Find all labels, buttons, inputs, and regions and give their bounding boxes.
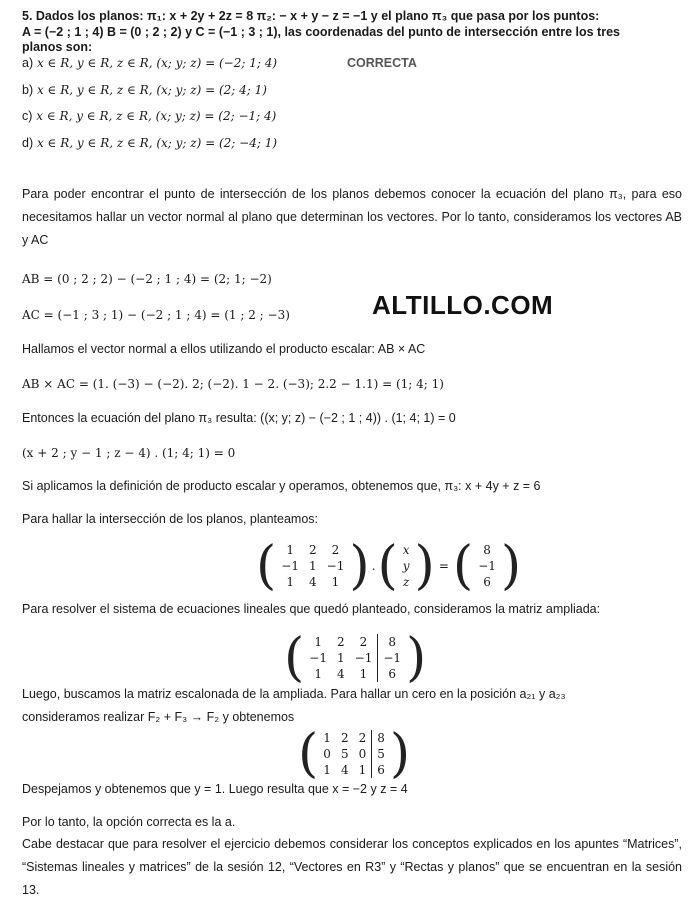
correct-badge: CORRECTA: [347, 56, 417, 70]
solution-paragraph-8: consideramos realizar F₂ + F₃ → F₂ y obtenemos: [22, 710, 295, 724]
solution-paragraph-11: Cabe destacar que para resolver el ejercicio debemos considerar los conceptos explicados en los apuntes “Matrices”, “Sistemas lineales y matrices” de la sesión 12, “Vectores en R3” y “Rectas y planos” que se encuentran en la sesión 13.: [22, 837, 682, 897]
solution-paragraph-4: Si aplicamos la definición de producto escalar y operamos, obtenemos que, π₃: x + 4y + z = 6: [22, 479, 541, 493]
equation-cross-product: AB × AC = (1. (−3) − (−2). 2; (−2). 1 − 2. (−3); 2.2 − 1.1) = (1; 4; 1): [22, 377, 444, 391]
solution-paragraph-9: Despejamos y obtenemos que y = 1. Luego resulta que x = −2 y z = 4: [22, 782, 408, 796]
coefficient-matrix: 1 2 2 −1 1 −1 1 4 1: [281, 543, 345, 589]
solution-paragraph-1: Para poder encontrar el punto de intersección de los planos debemos conocer la ecuación del plano π₃, para eso necesitamos hallar un vector normal al plano que determinan los vectores. Por lo tanto, consideramos los vectores AB y AC: [22, 187, 682, 247]
solution-paragraph-2: Hallamos el vector normal a ellos utilizando el producto escalar: AB × AC: [22, 342, 426, 356]
option-b-text: x ∈ R, y ∈ R, z ∈ R, (x; y; z) = (2; 4; 1): [36, 83, 267, 97]
solution-paragraph-5: Para hallar la intersección de los planos, planteamos:: [22, 512, 319, 526]
option-b-label: b): [22, 83, 34, 97]
solution-paragraph-6: Para resolver el sistema de ecuaciones lineales que quedó planteado, consideramos la matriz ampliada:: [22, 602, 601, 616]
option-a-text: x ∈ R, y ∈ R, z ∈ R, (x; y; z) = (−2; 1; 4): [36, 56, 278, 70]
option-d-text: x ∈ R, y ∈ R, z ∈ R, (x; y; z) = (2; −4; 1): [36, 136, 278, 150]
option-a: [22, 56, 277, 70]
option-a-label: a): [22, 56, 34, 70]
equation-ac: AC = (−1 ; 3 ; 1) − (−2 ; 1 ; 4) = (1 ; 2 ; −3): [22, 308, 290, 322]
solution-paragraph-3: Entonces la ecuación del plano π₃ resulta: ((x; y; z) − (−2 ; 1 ; 4)) . (1; 4; 1) = 0: [22, 411, 456, 425]
question-line-3: planos son:: [22, 40, 93, 54]
variable-vector: x y z: [402, 543, 410, 589]
option-c: [22, 109, 276, 123]
watermark-logo: ALTILLO.COM: [372, 290, 554, 320]
question-line-2: A = (−2 ; 1 ; 4) B = (0 ; 2 ; 2) y C = (−1 ; 3 ; 1), las coordenadas del punto de intersección entre los tres: [22, 25, 620, 39]
matrix-echelon: ( 1 2 2 8 0 5 0 5 1 4 1 6 ): [298, 724, 411, 784]
equation-ab: AB = (0 ; 2 ; 2) − (−2 ; 1 ; 4) = (2; 1; −2): [22, 272, 272, 286]
question-line-1: 5. Dados los planos: π₁: x + 2y + 2z = 8 π₂: − x + y − z = −1 y el plano π₃ que pasa por los puntos:: [22, 9, 600, 23]
option-c-text: x ∈ R, y ∈ R, z ∈ R, (x; y; z) = (2; −1; 4): [36, 109, 277, 123]
option-d-label: d): [22, 136, 34, 150]
equation-plane: (x + 2 ; y − 1 ; z − 4) . (1; 4; 1) = 0: [22, 446, 236, 460]
matrix-augmented: ( 1 2 2 8 −1 1 −1 −1 1 4 1 6 ): [284, 628, 427, 688]
option-c-label: c): [22, 109, 33, 123]
solution-paragraph-7: Luego, buscamos la matriz escalonada de la ampliada. Para hallar un cero en la posición a₂₁ y a₂₃: [22, 687, 566, 701]
option-b: [22, 83, 267, 97]
rhs-vector: 8 −1 6: [478, 543, 496, 589]
matrix-system: ( 1 2 2 −1 1 −1 1 4 1 ) . ( x y z ) = ( 8 −1 6 ): [256, 536, 522, 596]
solution-paragraph-10: Por lo tanto, la opción correcta es la a.: [22, 815, 236, 829]
option-d: [22, 136, 277, 150]
